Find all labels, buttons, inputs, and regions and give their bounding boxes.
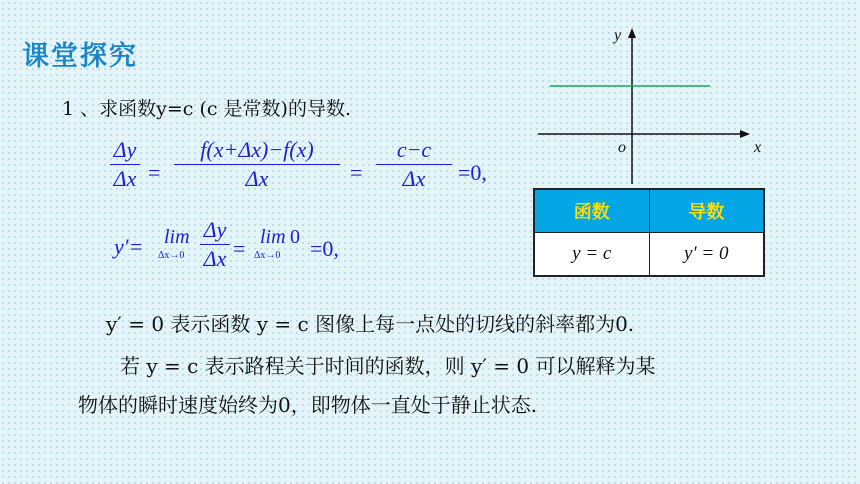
explanation-line-2: 若 y = c 表示路程关于时间的函数，则 y′ = 0 可以解释为某 [120, 354, 656, 378]
derivative-table [533, 188, 765, 277]
frac-den: Δx [203, 246, 227, 271]
table-header-function: 函数 [534, 189, 649, 233]
x-axis-arrow [740, 130, 750, 138]
formula-result: =0, [310, 236, 339, 261]
frac-num: Δy [203, 217, 227, 242]
frac-dy-dx [110, 138, 140, 191]
frac-num: f(x+Δx)−f(x) [200, 137, 314, 162]
y-prime-label: y′= [114, 234, 144, 259]
page-title: 课堂探究 [22, 41, 138, 72]
frac-c-minus-c [376, 138, 452, 191]
lim-1: lim [164, 226, 190, 248]
equals-sign: = [148, 160, 161, 185]
explanation-line-1: y′ = 0 表示函数 y = c 图像上每一点处的切线的斜率都为0. [106, 312, 635, 336]
lim-2: lim [260, 226, 286, 248]
equals-sign: = [350, 160, 363, 185]
frac-num: Δy [113, 137, 137, 162]
frac-difference [174, 138, 340, 191]
equals-sign: = [233, 236, 246, 261]
table-cell-function: y = c [534, 233, 649, 277]
frac-num: c−c [396, 137, 432, 162]
frac-den: Δx [402, 166, 426, 191]
lim-1-subscript: Δx→0 [158, 250, 185, 261]
origin-label: o [618, 139, 626, 156]
table-cell-derivative: y′ = 0 [649, 233, 764, 277]
y-axis-label: y [614, 27, 622, 44]
frac-bar [376, 164, 452, 165]
explanation-line-3: 物体的瞬时速度始终为0，即物体一直处于静止状态. [78, 393, 538, 417]
table-row [534, 233, 764, 277]
y-axis-arrow [628, 28, 636, 38]
frac-den: Δx [113, 166, 137, 191]
x-axis-label: x [754, 139, 762, 156]
frac-bar [200, 244, 230, 245]
formula-result: =0, [458, 160, 487, 185]
frac-dy-dx-2 [200, 218, 230, 271]
frac-den: Δx [245, 166, 269, 191]
table-header-derivative: 导数 [649, 189, 764, 233]
coordinate-graph [530, 20, 780, 190]
table-header-row [534, 189, 764, 233]
frac-bar [174, 164, 340, 165]
question-1: 1 、求函数y=c (c 是常数)的导数. [62, 98, 352, 120]
lim-2-subscript: Δx→0 [254, 250, 281, 261]
frac-bar [110, 164, 140, 165]
lim-2-value: 0 [290, 226, 300, 248]
